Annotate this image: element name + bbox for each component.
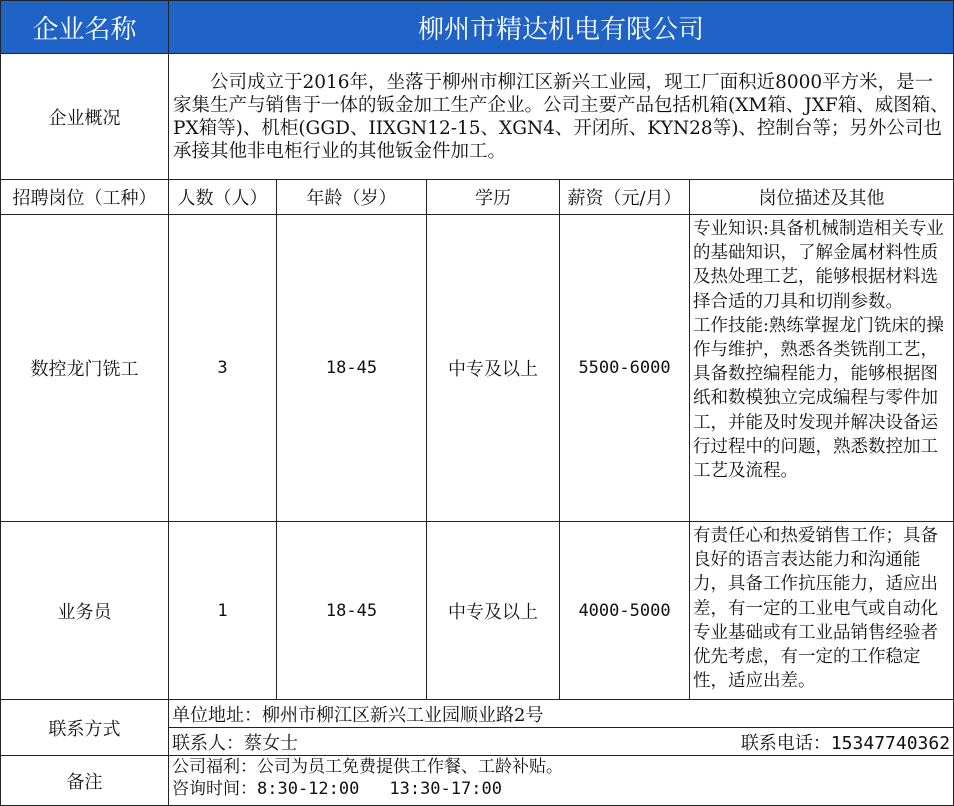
address-row xyxy=(1,700,954,728)
job-salary: 5500-6000 xyxy=(560,215,690,522)
contact-cell xyxy=(169,728,954,756)
hours-morning: 8:30-12:00 xyxy=(257,779,360,799)
table-row xyxy=(1,522,954,700)
job-count: 3 xyxy=(169,215,277,522)
job-position: 数控龙门铣工 xyxy=(1,215,169,522)
remarks-label: 备注 xyxy=(1,756,169,806)
job-salary: 4000-5000 xyxy=(560,522,690,700)
company-name: 柳州市精达机电有限公司 xyxy=(169,1,954,54)
remarks-row xyxy=(1,756,954,806)
job-education: 中专及以上 xyxy=(427,522,560,700)
table-row xyxy=(1,215,954,522)
col-position: 招聘岗位（工种） xyxy=(1,180,169,215)
address-value: 柳州市柳江区新兴工业园顺业路2号 xyxy=(262,704,544,726)
header-row xyxy=(1,1,954,54)
overview-label: 企业概况 xyxy=(1,54,169,180)
person-value: 蔡女士 xyxy=(244,732,298,754)
remarks-cell xyxy=(169,756,954,806)
col-description: 岗位描述及其他 xyxy=(690,180,954,215)
col-age: 年龄（岁） xyxy=(277,180,427,215)
job-education: 中专及以上 xyxy=(427,215,560,522)
job-description: 有责任心和热爱销售工作；具备良好的语言表达能力和沟通能力，具备工作抗压能力，适应出差，有一定的工业电气或自动化专业基础或有工业品销售经验者优先考虑，有一定的工作稳定性，适应出差。 xyxy=(690,522,954,700)
col-salary: 薪资（元/月） xyxy=(560,180,690,215)
address-cell xyxy=(169,700,954,728)
job-age: 18-45 xyxy=(277,522,427,700)
job-count: 1 xyxy=(169,522,277,700)
phone-value: 15347740362 xyxy=(830,732,951,754)
column-header-row xyxy=(1,180,954,215)
phone-label: 联系电话： xyxy=(740,732,831,754)
job-position: 业务员 xyxy=(1,522,169,700)
company-label: 企业名称 xyxy=(1,1,169,54)
overview-text: 公司成立于2016年，坐落于柳州市柳江区新兴工业园，现工厂面积近8000平方米，是一家集生产与销售于一体的钣金加工生产企业。公司主要产品包括机箱(XM箱、JXF箱、威图箱、PX箱等)、机柜(GGD、IIXGN12-15、XGN4、开闭所、KYN28等)、控制台等；另外公司也承接其他非电柜行业的其他钣金件加工。 xyxy=(169,54,954,180)
job-description: 专业知识:具备机械制造相关专业的基础知识，了解金属材料性质及热处理工艺，能够根据材料选择合适的刀具和切削参数。 工作技能:熟练掌握龙门铣床的操作与维护，熟悉各类铣削工艺，具备数控编程能力，能够根据图纸和数模独立完成编程与零件加工，并能及时发现并解决设备运行过程中的问题，熟悉数控加工工艺及流程。 xyxy=(690,215,954,522)
hours-label: 咨询时间： xyxy=(172,779,257,799)
job-age: 18-45 xyxy=(277,215,427,522)
person-label: 联系人： xyxy=(172,732,244,754)
hours-afternoon: 13:30-17:00 xyxy=(389,779,502,799)
welfare-label: 公司福利： xyxy=(172,757,257,777)
contact-label: 联系方式 xyxy=(1,700,169,756)
col-count: 人数（人） xyxy=(169,180,277,215)
welfare-value: 公司为员工免费提供工作餐、工龄补贴。 xyxy=(257,757,563,777)
address-label: 单位地址： xyxy=(172,704,262,726)
col-education: 学历 xyxy=(427,180,560,215)
overview-row xyxy=(1,54,954,180)
